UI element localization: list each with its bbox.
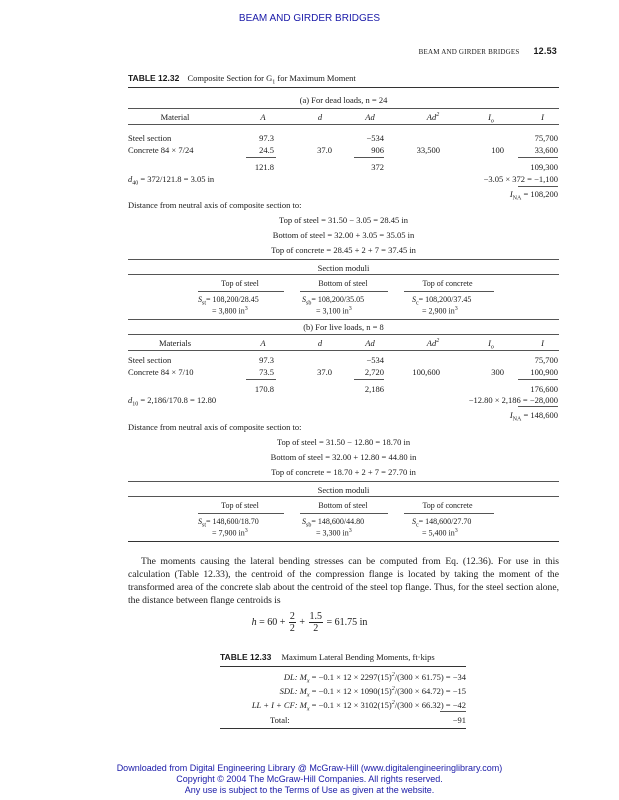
part-a-ina: $I_{NA} = 108,200$	[509, 189, 558, 202]
part-b-title: (b) For live loads, n = 8	[303, 322, 384, 332]
part-b-distance-bottom-steel: Bottom of steel = 32.00 + 12.80 = 44.80 in	[270, 452, 417, 462]
sum-rule	[518, 157, 558, 158]
cell: 300	[491, 367, 504, 377]
footer-line-terms[interactable]: Any use is subject to the Terms of Use as given at the website.	[184, 785, 435, 795]
cell: 2,720	[364, 367, 384, 377]
part-b-moduli-title: Section moduli	[317, 485, 370, 495]
table-12-33-top-rule	[220, 666, 466, 667]
table-12-33-total-value: −91	[452, 715, 466, 725]
header-Ad2: Ad$^2$	[426, 112, 440, 122]
cell: Concrete 84 × 7/10	[128, 367, 194, 377]
rule	[128, 274, 559, 275]
sum-rule	[518, 379, 558, 380]
cell: 75,700	[534, 133, 558, 143]
cell: 176,600	[530, 384, 558, 394]
cell: 100,900	[530, 367, 558, 377]
cell: Top of concrete	[422, 279, 473, 288]
body-paragraph: The moments causing the lateral bending stresses can be computed from Eq. (12.36). For use in this calculation (Table 12.33), the centroid of the compression flange is located by taking the moment of the transformed area of the concrete slab about the centroid of the steel top flange. Thus, for the steel section alone, the distance between flange centroids is	[128, 556, 559, 606]
sum-rule	[354, 157, 384, 158]
cell: = 3,100 $in^3$	[316, 306, 352, 316]
part-a-d-calc: $d_{40} = 372/121.8 = 3.05$ in	[128, 174, 215, 187]
rule	[128, 481, 559, 482]
cell: Concrete 84 × 7/24	[128, 145, 194, 155]
header-Io: $I_o$	[488, 112, 494, 125]
fraction-1: $\frac{2}{2}$	[289, 611, 295, 634]
cell: 33,500	[416, 145, 440, 155]
cell: Top of steel	[221, 501, 259, 510]
table-12-33-caption-text: Maximum Lateral Bending Moments, ft·kips	[281, 652, 435, 662]
header-d: d	[317, 338, 323, 348]
header-Ad: Ad	[365, 338, 375, 348]
cell: 906	[371, 145, 384, 155]
part-a-title: (a) For dead loads, n = 24	[299, 95, 388, 105]
cell: 33,600	[534, 145, 558, 155]
header-I: I	[541, 112, 544, 122]
table-row: DL: $M_x = -0.1 \times 12 \times 2297(15)^2/(300 \times 61.75) = -34$	[283, 672, 466, 685]
part-a-distance-top-steel: Top of steel = 31.50 − 3.05 = 28.45 in	[279, 215, 408, 225]
cell: Top of steel	[221, 279, 259, 288]
header-A: A	[260, 338, 266, 348]
cell: = 5,400 $in^3$	[422, 528, 458, 538]
cell: = 7,900 $in^3$	[212, 528, 248, 538]
rule	[128, 319, 559, 320]
header-Ad2: Ad$^2$	[426, 338, 440, 348]
running-head-title: BEAM AND GIRDER BRIDGES	[418, 48, 520, 56]
cell: 97.3	[259, 133, 274, 143]
rule	[198, 513, 284, 514]
header-materials: Materials	[158, 338, 192, 348]
cell: 97.3	[259, 355, 274, 365]
part-a-distance-bottom-steel: Bottom of steel = 32.00 + 3.05 = 35.05 in	[272, 230, 415, 240]
cell: 109,300	[530, 162, 558, 172]
sum-rule	[354, 379, 384, 380]
cell: Top of concrete	[422, 501, 473, 510]
part-b-distance-top-steel: Top of steel = 31.50 − 12.80 = 18.70 in	[276, 437, 411, 447]
rule	[128, 350, 559, 351]
cell: 37.0	[317, 145, 332, 155]
cell: Bottom of steel	[318, 279, 368, 288]
header-material: Material	[160, 112, 190, 122]
rule	[128, 259, 559, 260]
part-a-moduli-title: Section moduli	[317, 263, 370, 273]
page-number: 12.53	[533, 46, 557, 56]
table-row: SDL: $M_x = -0.1 \times 12 \times 1090(15)^2/(300 \times 64.72) = -15$	[279, 686, 466, 699]
cell: 73.5	[259, 367, 274, 377]
sum-rule	[246, 379, 276, 380]
part-a-correction: −3.05 × 372 = −1,100	[483, 174, 558, 184]
part-b-distance-top-concrete: Top of concrete = 18.70 + 2 + 7 = 27.70 in	[271, 467, 416, 477]
cell: = 3,300 $in^3$	[316, 528, 352, 538]
rule	[128, 496, 559, 497]
running-head	[419, 46, 557, 56]
cell: 37.0	[317, 367, 332, 377]
cell: $S_c= 148,600/27.70$	[412, 517, 472, 529]
table-12-33-total-label: Total:	[270, 715, 290, 725]
footer-line-download[interactable]: Downloaded from Digital Engineering Library @ McGraw-Hill (www.digitalengineeringlibrary.com)	[116, 763, 503, 773]
table-12-32-caption	[128, 73, 356, 86]
table-12-32-caption-text: Composite Section for $G_1$ for Maximum Moment	[187, 73, 356, 86]
header-Ad: Ad	[365, 112, 375, 122]
part-b-distance-title: Distance from neutral axis of composite section to:	[128, 422, 302, 432]
header-Io: $I_o$	[488, 338, 494, 351]
cell: −534	[366, 355, 384, 365]
table-row: LL + I + CF: $M_x = -0.1 \times 12 \times 3102(15)^2/(300 \times 66.32) = -42$	[251, 700, 466, 713]
table-12-33-label: TABLE 12.33	[220, 652, 272, 662]
cell: 100	[491, 145, 504, 155]
sum-rule	[518, 186, 558, 187]
top-banner: BEAM AND GIRDER BRIDGES	[238, 13, 381, 24]
part-a-distance-title: Distance from neutral axis of composite section to:	[128, 200, 302, 210]
cell: 100,600	[412, 367, 440, 377]
footer-line-copyright: Copyright © 2004 The McGraw-Hill Companies. All rights reserved.	[176, 774, 443, 784]
cell: Steel section	[128, 133, 172, 143]
cell: 170.8	[254, 384, 274, 394]
sum-rule	[440, 711, 466, 712]
sum-rule	[246, 157, 276, 158]
rule	[300, 291, 388, 292]
rule	[128, 334, 559, 335]
cell: $S_c= 108,200/37.45$	[412, 295, 472, 307]
cell: 372	[371, 162, 384, 172]
table-12-33-caption	[220, 652, 435, 662]
cell: 121.8	[254, 162, 274, 172]
part-b-d-calc: $d_{10} = 2,186/170.8 = 12.80$	[128, 395, 217, 408]
part-a-distance-top-concrete: Top of concrete = 28.45 + 2 + 7 = 37.45 in	[271, 245, 416, 255]
cell: Steel section	[128, 355, 172, 365]
table-12-32-bottom-rule	[128, 541, 559, 542]
rule	[404, 513, 494, 514]
rule	[198, 291, 284, 292]
rule	[404, 291, 494, 292]
table-12-33-bottom-rule	[220, 728, 466, 729]
equation-h: h = 60 + $\frac{2}{2}$ + $\frac{1.5}{2}$ = 61.75 in	[251, 611, 368, 634]
cell: $S_{sb}= 148,600/44.80$	[302, 517, 365, 529]
fraction-2: $\frac{1.5}{2}$	[309, 611, 322, 634]
part-b-correction: −12.80 × 2,186 = −28,000	[468, 395, 558, 405]
part-a-header-rule	[128, 124, 559, 125]
header-I: I	[541, 338, 544, 348]
sum-rule	[518, 406, 558, 407]
cell: $S_{st}= 148,600/18.70$	[198, 517, 259, 529]
cell: $S_{st}= 108,200/28.45$	[198, 295, 259, 307]
cell: Bottom of steel	[318, 501, 368, 510]
header-d: d	[317, 112, 323, 122]
cell: = 3,800 $in^3$	[212, 306, 248, 316]
header-A: A	[260, 112, 266, 122]
table-12-32-label: TABLE 12.32	[128, 73, 180, 83]
cell: 24.5	[259, 145, 274, 155]
table-12-32-top-rule	[128, 87, 559, 88]
part-b-ina: $I_{NA} = 148,600$	[509, 410, 558, 423]
footer	[0, 763, 619, 796]
rule	[300, 513, 388, 514]
cell: −534	[366, 133, 384, 143]
cell: 75,700	[534, 355, 558, 365]
part-a-title-rule	[128, 108, 559, 109]
cell: 2,186	[364, 384, 384, 394]
cell: $S_{sb}= 108,200/35.05$	[302, 295, 365, 307]
cell: = 2,900 $in^3$	[422, 306, 458, 316]
